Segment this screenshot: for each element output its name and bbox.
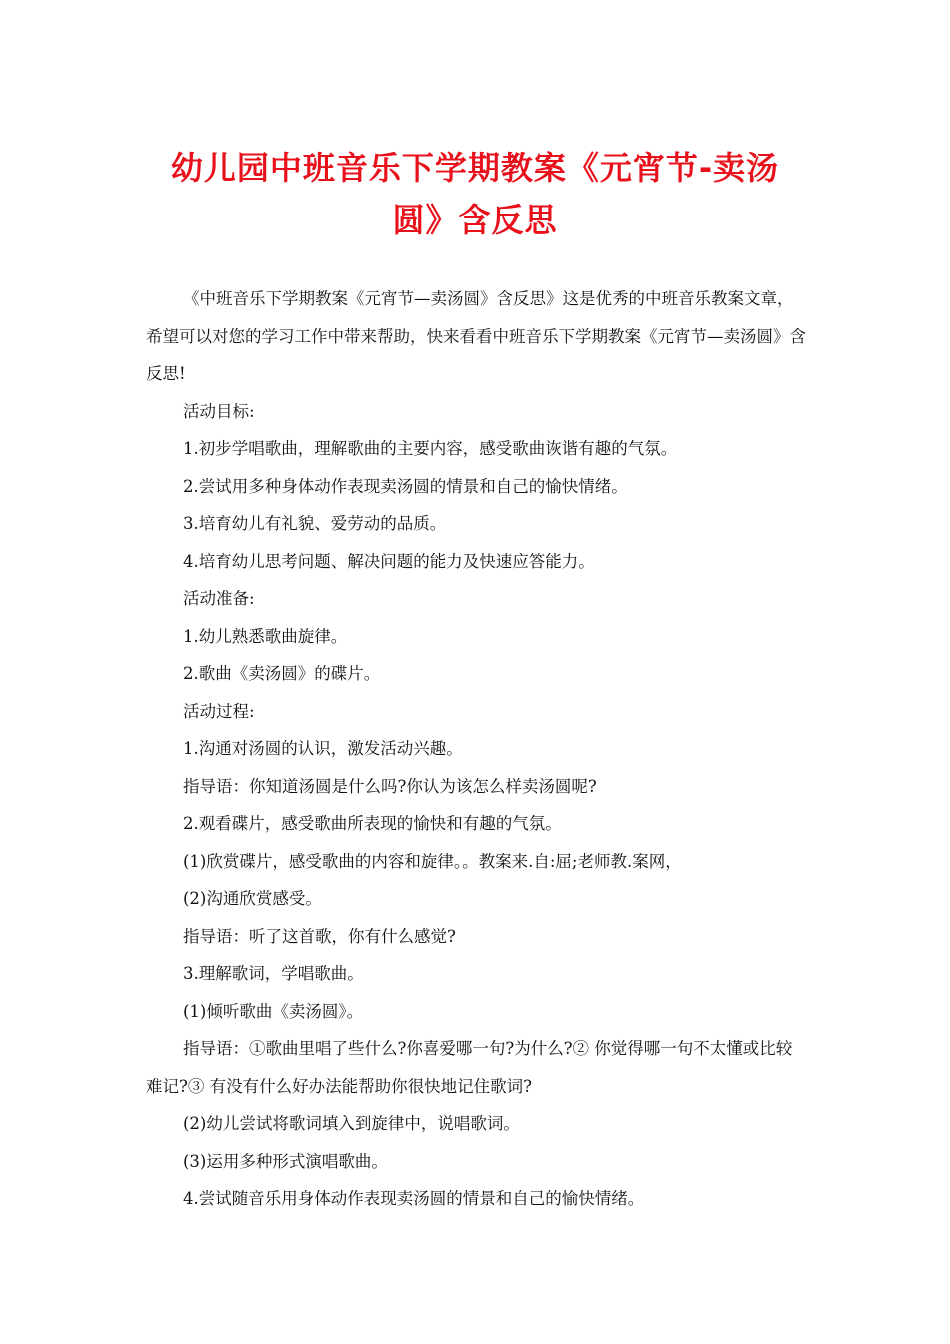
intro-paragraph: 《中班音乐下学期教案《元宵节—卖汤圆》含反思》这是优秀的中班音乐教案文章，希望可以对您的学习工作中带来帮助，快来看看中班音乐下学期教案《元宵节—卖汤圆》含反思! [146, 289, 806, 383]
process-substep: (2)沟通欣赏感受。 [183, 889, 322, 908]
goal-item: 1.初步学唱歌曲，理解歌曲的主要内容，感受歌曲诙谐有趣的气氛。 [183, 439, 678, 458]
process-step: 4.尝试随音乐用身体动作表现卖汤圆的情景和自己的愉快情绪。 [183, 1189, 645, 1208]
process-step: 2.观看碟片，感受歌曲所表现的愉快和有趣的气氛。 [183, 814, 562, 833]
guidance-text: 指导语：听了这首歌，你有什么感觉? [183, 926, 456, 946]
goal-item: 2.尝试用多种身体动作表现卖汤圆的情景和自己的愉快情绪。 [183, 476, 628, 496]
document-body [146, 280, 806, 1218]
document-title: 幼儿园中班音乐下学期教案《元宵节-卖汤圆》含反思 [170, 149, 780, 239]
process-substep: (2)幼儿尝试将歌词填入到旋律中，说唱歌词。 [183, 1114, 520, 1133]
guidance-text: 指导语：你知道汤圆是什么吗?你认为该怎么样卖汤圆呢? [183, 776, 597, 796]
section-heading-goals: 活动目标: [183, 401, 255, 421]
preparation-item: 2.歌曲《卖汤圆》的碟片。 [183, 664, 381, 683]
goal-item: 4.培育幼儿思考问题、解决问题的能力及快速应答能力。 [183, 551, 595, 571]
process-substep: (3)运用多种形式演唱歌曲。 [183, 1151, 388, 1171]
section-heading-process: 活动过程: [183, 701, 255, 721]
section-heading-preparation: 活动准备: [183, 589, 255, 608]
preparation-item: 1.幼儿熟悉歌曲旋律。 [183, 626, 348, 646]
process-step: 3.理解歌词，学唱歌曲。 [183, 964, 364, 983]
process-substep: (1)欣赏碟片，感受歌曲的内容和旋律。。教案来.自:屈;老师教.案网， [183, 851, 682, 871]
goal-item: 3.培育幼儿有礼貌、爱劳动的品质。 [183, 514, 447, 533]
process-substep: (1)倾听歌曲《卖汤圆》。 [183, 1001, 364, 1021]
process-step: 1.沟通对汤圆的认识，激发活动兴趣。 [183, 739, 463, 758]
guidance-text: 指导语：①歌曲里唱了些什么?你喜爱哪一句?为什么?② 你觉得哪一句不太懂或比较难记?③ 有没有什么好办法能帮助你很快地记住歌词? [146, 1039, 793, 1096]
